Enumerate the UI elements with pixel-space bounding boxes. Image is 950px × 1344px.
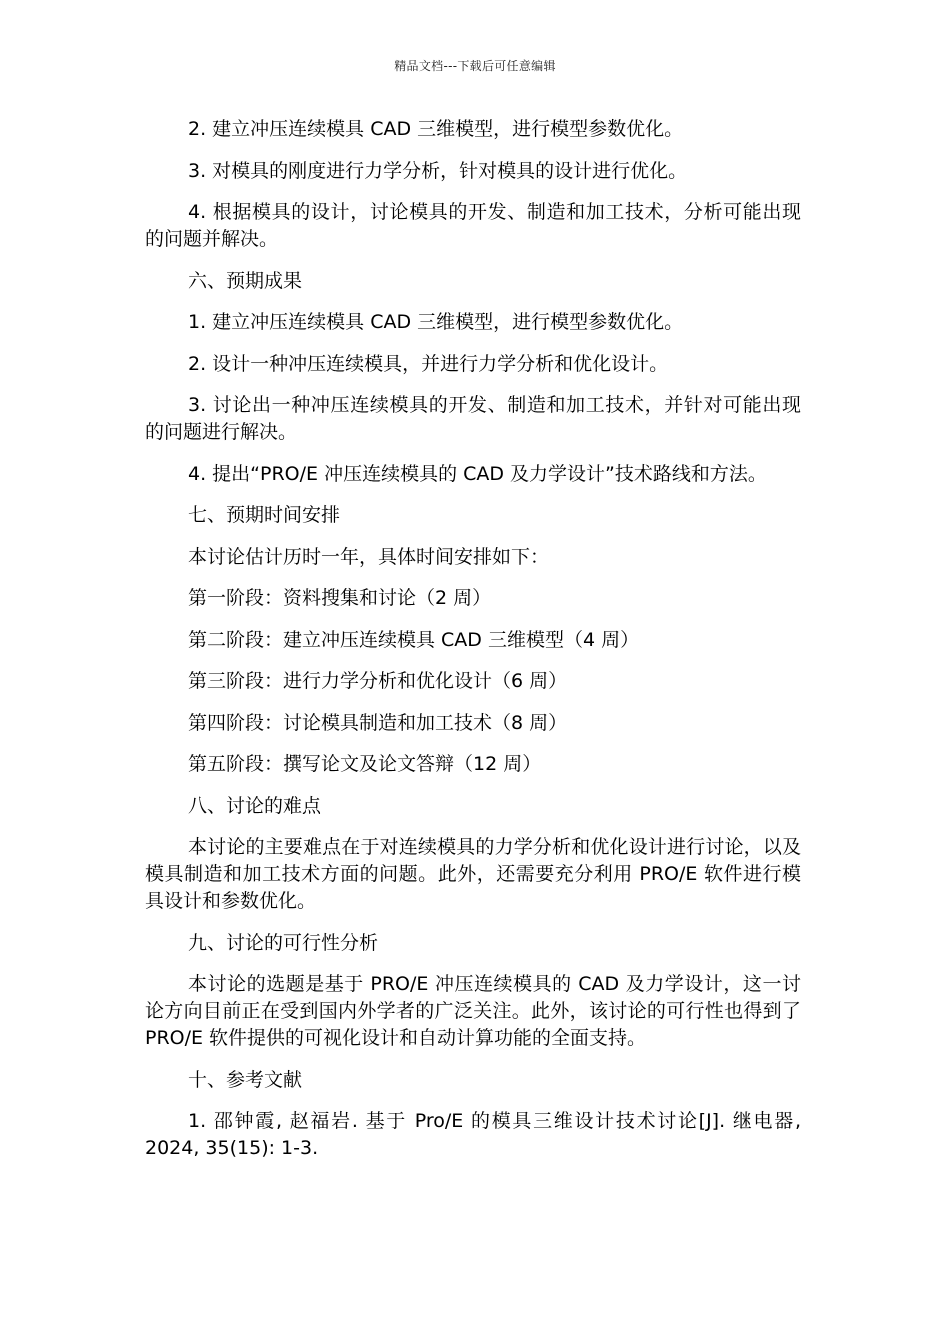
research-item-2: 2. 建立冲压连续模具 CAD 三维模型，进行模型参数优化。 bbox=[188, 118, 684, 140]
schedule-stage-2: 第二阶段：建立冲压连续模具 CAD 三维模型（4 周） bbox=[188, 628, 640, 651]
outcome-item-2: 2. 设计一种冲压连续模具，并进行力学分析和优化设计。 bbox=[188, 352, 669, 375]
schedule-intro: 本讨论估计历时一年，具体时间安排如下： bbox=[188, 545, 550, 568]
document-body bbox=[145, 116, 801, 1177]
section-6-heading: 六、预期成果 bbox=[188, 269, 303, 292]
page-header: 精品文档---下载后可任意编辑 bbox=[394, 59, 556, 73]
research-item-3: 3. 对模具的刚度进行力学分析，针对模具的设计进行优化。 bbox=[188, 159, 688, 182]
outcome-item-3: 3. 讨论出一种冲压连续模具的开发、制造和加工技术，并针对可能出现的问题进行解决。 bbox=[145, 394, 801, 443]
difficulty-paragraph: 本讨论的主要难点在于对连续模具的力学分析和优化设计进行讨论，以及模具制造和加工技术方面的问题。此外，还需要充分利用 PRO/E 软件进行模具设计和参数优化。 bbox=[145, 836, 801, 912]
section-9-heading: 九、讨论的可行性分析 bbox=[188, 931, 379, 954]
section-7-heading: 七、预期时间安排 bbox=[188, 504, 341, 526]
outcome-item-4: 4. 提出“PRO/E 冲压连续模具的 CAD 及力学设计”技术路线和方法。 bbox=[188, 462, 767, 485]
research-item-4: 4. 根据模具的设计，讨论模具的开发、制造和加工技术，分析可能出现的问题并解决。 bbox=[145, 201, 801, 250]
schedule-stage-3: 第三阶段：进行力学分析和优化设计（6 周） bbox=[188, 670, 568, 692]
feasibility-paragraph: 本讨论的选题是基于 PRO/E 冲压连续模具的 CAD 及力学设计，这一讨论方向目前正在受到国内外学者的广泛关注。此外，该讨论的可行性也得到了 PRO/E 软件提供的可视化设计和自动计算功能的全面支持。 bbox=[145, 973, 801, 1049]
outcome-item-1: 1. 建立冲压连续模具 CAD 三维模型，进行模型参数优化。 bbox=[188, 311, 684, 333]
schedule-stage-1: 第一阶段：资料搜集和讨论（2 周） bbox=[188, 587, 492, 609]
section-8-heading: 八、讨论的难点 bbox=[188, 794, 322, 817]
reference-item-1: 1. 邵钟霞, 赵福岩. 基于 Pro/E 的模具三维设计技术讨论[J]. 继电器, 2024, 35(15): 1-3. bbox=[145, 1110, 801, 1159]
section-10-heading: 十、参考文献 bbox=[188, 1068, 303, 1091]
schedule-stage-5: 第五阶段：撰写论文及论文答辩（12 周） bbox=[188, 753, 542, 775]
schedule-stage-4: 第四阶段：讨论模具制造和加工技术（8 周） bbox=[188, 711, 568, 734]
